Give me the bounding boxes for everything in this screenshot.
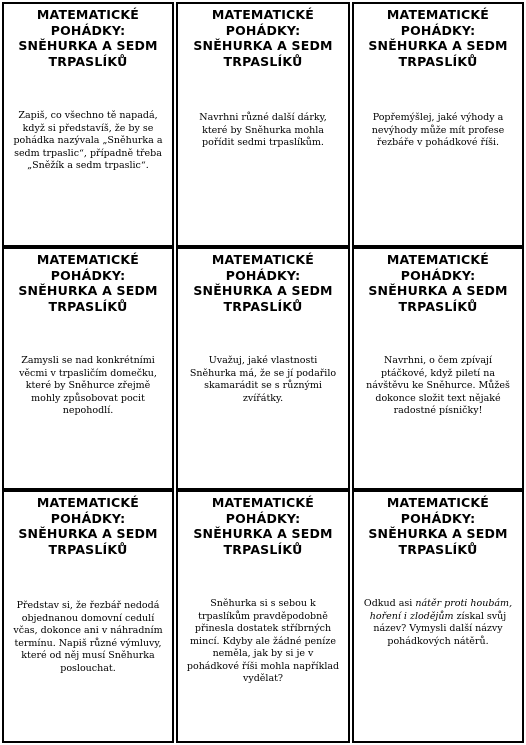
card-task-text: Sněhurka si s sebou k trpaslíkům pravděpodobně přinesla dostatek stříbrných mincí. Kdyby ale žádné peníze neměla, jak by si je v pohádkové říši mohla například vydělat? — [186, 598, 340, 684]
card-title — [4, 495, 172, 557]
card-task-text: Uvažuj, jaké vlastnosti Sněhurka má, že se jí podařilo skamarádit se s různými zvířátky. — [189, 355, 337, 404]
card-title-line: POHÁDKY: — [400, 510, 476, 526]
card-title-line: SNĚHURKA A SEDM — [193, 526, 333, 541]
card-task-text: Zapiš, co všechno tě napadá, když si představíš, že by se pohádka nazývala „Sněhurka a sedm trpaslic“, případně třeba „Sněžík a sedm trpaslic“. — [13, 110, 163, 171]
card-title-line: MATEMATICKÉ — [36, 495, 140, 510]
card-task-text: Představ si, že řezbář nedodá objednanou domovní cedulí včas, dokonce ani v náhradním termínu. Napiš různé výmluvy, které od něj musí Sněhurka poslouchat. — [13, 600, 163, 674]
card-task-text-part: získal svůj název? Vymysli další názvy pohádkových nátěrů. — [373, 610, 507, 647]
card-task-text: Navrhni, o čem zpívají ptáčkové, když piletí na návštěvu ke Sněhurce. Můžeš dokonce složit text nějaké radostné písničky! — [366, 355, 510, 416]
card-title-line: SNĚHURKA A SEDM — [18, 38, 158, 53]
card-title-line: MATEMATICKÉ — [36, 252, 140, 267]
card-title-line: TRPASLÍKŮ — [48, 298, 128, 314]
card-title-line: SNĚHURKA A SEDM — [368, 283, 508, 298]
task-card-1 — [2, 2, 174, 247]
task-card-6 — [352, 247, 524, 490]
card-title-line: SNĚHURKA A SEDM — [193, 38, 333, 53]
card-title-line: MATEMATICKÉ — [211, 7, 315, 22]
card-title-line: TRPASLÍKŮ — [398, 53, 478, 69]
task-card-5 — [176, 247, 350, 490]
card-title — [178, 252, 348, 314]
card-task-text: Navrhni různé další dárky, které by Sněhurka mohla pořídit sedmi trpaslíkům. — [199, 112, 327, 148]
card-title-line: POHÁDKY: — [400, 267, 476, 283]
task-card-2 — [176, 2, 350, 247]
task-card-7 — [2, 490, 174, 743]
card-task-text-part: Odkud asi — [363, 598, 416, 609]
card-title-line: POHÁDKY: — [50, 22, 126, 38]
card-title-line: MATEMATICKÉ — [36, 7, 140, 22]
card-title-line: POHÁDKY: — [225, 22, 301, 38]
card-title-line: TRPASLÍKŮ — [223, 298, 303, 314]
card-title — [178, 495, 348, 557]
task-card-4 — [2, 247, 174, 490]
card-title-line: MATEMATICKÉ — [386, 495, 490, 510]
card-title — [354, 495, 522, 557]
card-title-line: TRPASLÍKŮ — [223, 53, 303, 69]
card-title-line: TRPASLÍKŮ — [223, 541, 303, 557]
card-task-text: Zamysli se nad konkrétními věcmi v trpasličím domečku, které by Sněhurce zřejmě mohly způsobovat pocit nepohodlí. — [19, 355, 157, 416]
card-title — [354, 7, 522, 69]
card-title-line: MATEMATICKÉ — [386, 252, 490, 267]
card-title-line: TRPASLÍKŮ — [398, 298, 478, 314]
card-title-line: SNĚHURKA A SEDM — [18, 526, 158, 541]
card-title-line: POHÁDKY: — [225, 510, 301, 526]
card-title-line: POHÁDKY: — [225, 267, 301, 283]
card-title-line: SNĚHURKA A SEDM — [193, 283, 333, 298]
card-title-line: MATEMATICKÉ — [211, 495, 315, 510]
card-title — [4, 252, 172, 314]
card-title-line: SNĚHURKA A SEDM — [368, 38, 508, 53]
card-title-line: POHÁDKY: — [400, 22, 476, 38]
card-title-line: TRPASLÍKŮ — [48, 53, 128, 69]
card-title-line: POHÁDKY: — [50, 267, 126, 283]
card-title-line: TRPASLÍKŮ — [48, 541, 128, 557]
card-task-text: Popřemýšlej, jaké výhody a nevýhody může mít profese řezbáře v pohádkové říši. — [371, 112, 505, 148]
card-title — [4, 7, 172, 69]
card-task-text-italic: nátěr proti houbám, hoření i zlodějům — [369, 598, 513, 622]
task-card-8 — [176, 490, 350, 743]
card-task-text — [362, 598, 514, 648]
card-title — [354, 252, 522, 314]
card-title — [178, 7, 348, 69]
card-title-line: MATEMATICKÉ — [211, 252, 315, 267]
card-title-line: POHÁDKY: — [50, 510, 126, 526]
card-title-line: SNĚHURKA A SEDM — [368, 526, 508, 541]
task-card-9 — [352, 490, 524, 743]
task-card-3 — [352, 2, 524, 247]
card-title-line: SNĚHURKA A SEDM — [18, 283, 158, 298]
card-title-line: MATEMATICKÉ — [386, 7, 490, 22]
card-title-line: TRPASLÍKŮ — [398, 541, 478, 557]
